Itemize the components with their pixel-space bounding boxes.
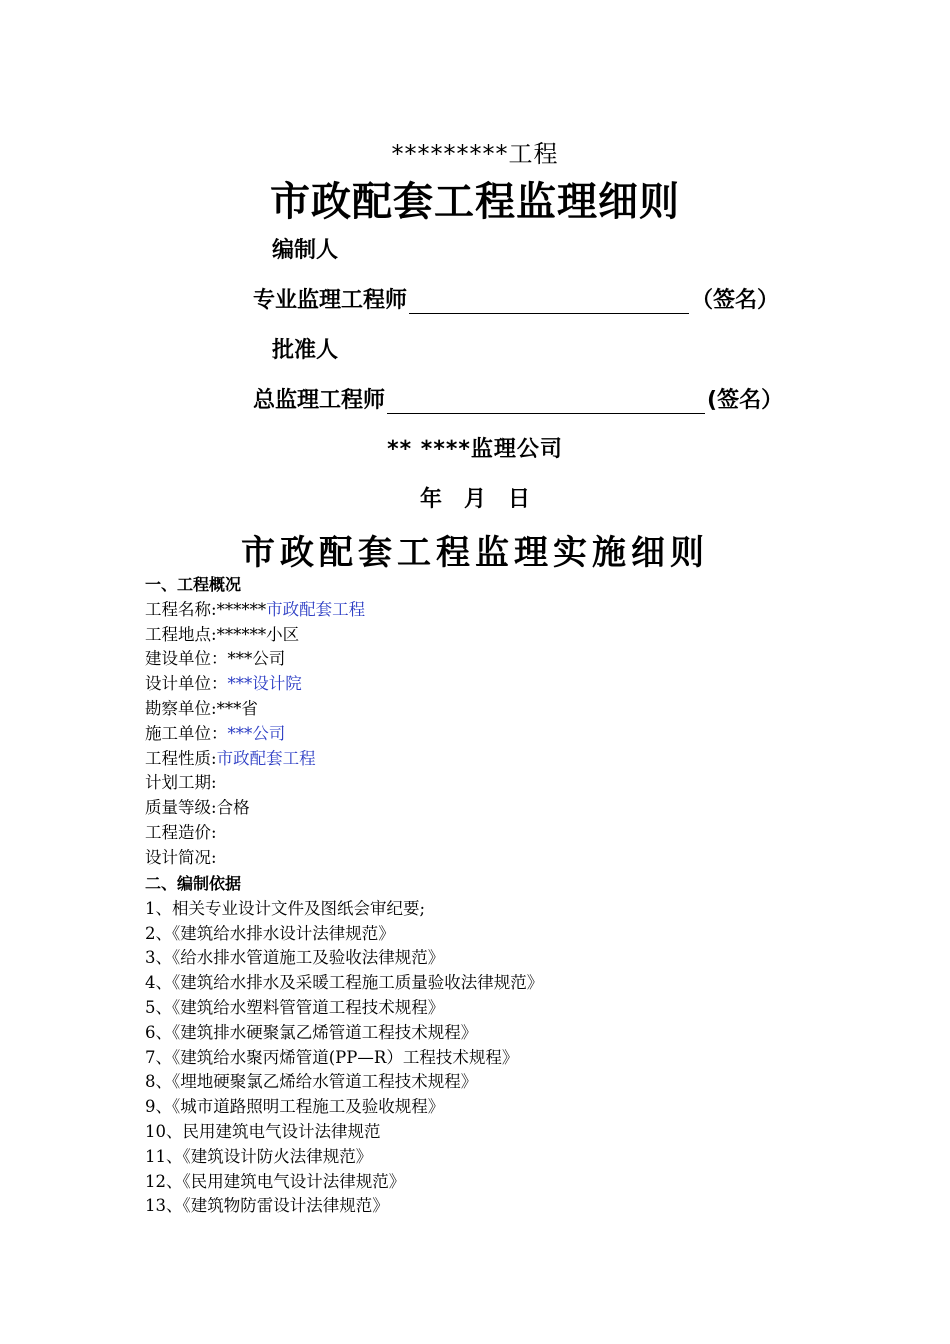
overview-field [145,821,905,846]
engineer-signature-row [253,283,779,314]
overview-field [145,796,905,821]
overview-field [145,598,905,623]
basis-item: 4、《建筑给水排水及采暖工程施工质量验收法律规范》 [145,973,544,993]
overview-section [145,573,905,871]
chief-signature-line [387,389,705,414]
overview-field [145,697,905,722]
field-value: 合格 [216,798,250,818]
field-label: 计划工期: [145,773,217,793]
overview-field [145,672,905,697]
field-label: 勘察单位: [145,698,217,718]
field-highlight: ***设计院 [227,674,302,694]
chief-label: 总监理工程师 [253,388,386,413]
overview-fields [145,598,905,871]
overview-field [145,647,905,672]
overview-field [145,771,905,796]
field-label: 工程地点: [145,624,217,644]
engineer-sign-suffix: （签名） [691,288,780,313]
basis-item: 3、《给水排水管道施工及验收法律规范》 [145,948,445,968]
basis-item: 12、《民用建筑电气设计法律规范》 [145,1171,406,1191]
field-value: ******小区 [216,624,300,644]
basis-item: 11、《建筑设计防火法律规范》 [145,1146,373,1166]
overview-field [145,846,905,871]
field-highlight: 市政配套工程 [216,748,316,768]
field-label: 质量等级: [145,798,217,818]
field-label: 工程造价: [145,822,217,842]
field-value: ****** [216,599,267,619]
field-label: 工程性质: [145,748,217,768]
field-value: ***省 [216,698,258,718]
overview-field [145,747,905,772]
field-highlight: ***公司 [227,723,286,743]
basis-item: 8、《埋地硬聚氯乙烯给水管道工程技术规程》 [145,1072,478,1092]
basis-item: 13、《建筑物防雷设计法律规范》 [145,1196,389,1216]
chief-sign-suffix: (签名） [707,388,784,413]
basis-item: 7、《建筑给水聚丙烯管道(PP—R）工程技术规程》 [145,1047,519,1067]
basis-item: 5、《建筑给水塑料管管道工程技术规程》 [145,997,445,1017]
field-label: 施工单位： [145,723,228,743]
basis-list [145,897,905,1219]
field-value: ***公司 [227,649,286,669]
basis-section [145,872,905,1219]
engineer-signature-line [409,289,689,314]
field-label: 设计简况: [145,847,217,867]
field-label: 工程名称: [145,599,217,619]
basis-heading: 二、编制依据 [145,874,242,893]
overview-field [145,623,905,648]
basis-item: 1、相关专业设计文件及图纸会审纪要; [145,898,426,918]
compiler-label: 编制人 [272,238,339,263]
company-name: ** ****监理公司 [387,437,563,462]
overview-field [145,722,905,747]
engineer-label: 专业监理工程师 [253,288,408,313]
basis-item: 2、《建筑给水排水设计法律规范》 [145,923,395,943]
field-highlight: 市政配套工程 [266,599,366,619]
section-title: 市政配套工程监理实施细则 [241,533,709,573]
approver-label: 批准人 [272,338,339,363]
project-title: *********工程 [391,140,559,168]
field-label: 建设单位： [145,649,228,669]
basis-item: 10、民用建筑电气设计法律规范 [145,1121,381,1141]
basis-item: 6、《建筑排水硬聚氯乙烯管道工程技术规程》 [145,1022,478,1042]
date-line: 年 月 日 [419,487,530,512]
main-title: 市政配套工程监理细则 [270,178,680,225]
field-label: 设计单位： [145,674,228,694]
chief-signature-row [253,383,783,414]
basis-item: 9、《城市道路照明工程施工及验收规程》 [145,1097,445,1117]
overview-heading: 一、工程概况 [145,575,242,594]
